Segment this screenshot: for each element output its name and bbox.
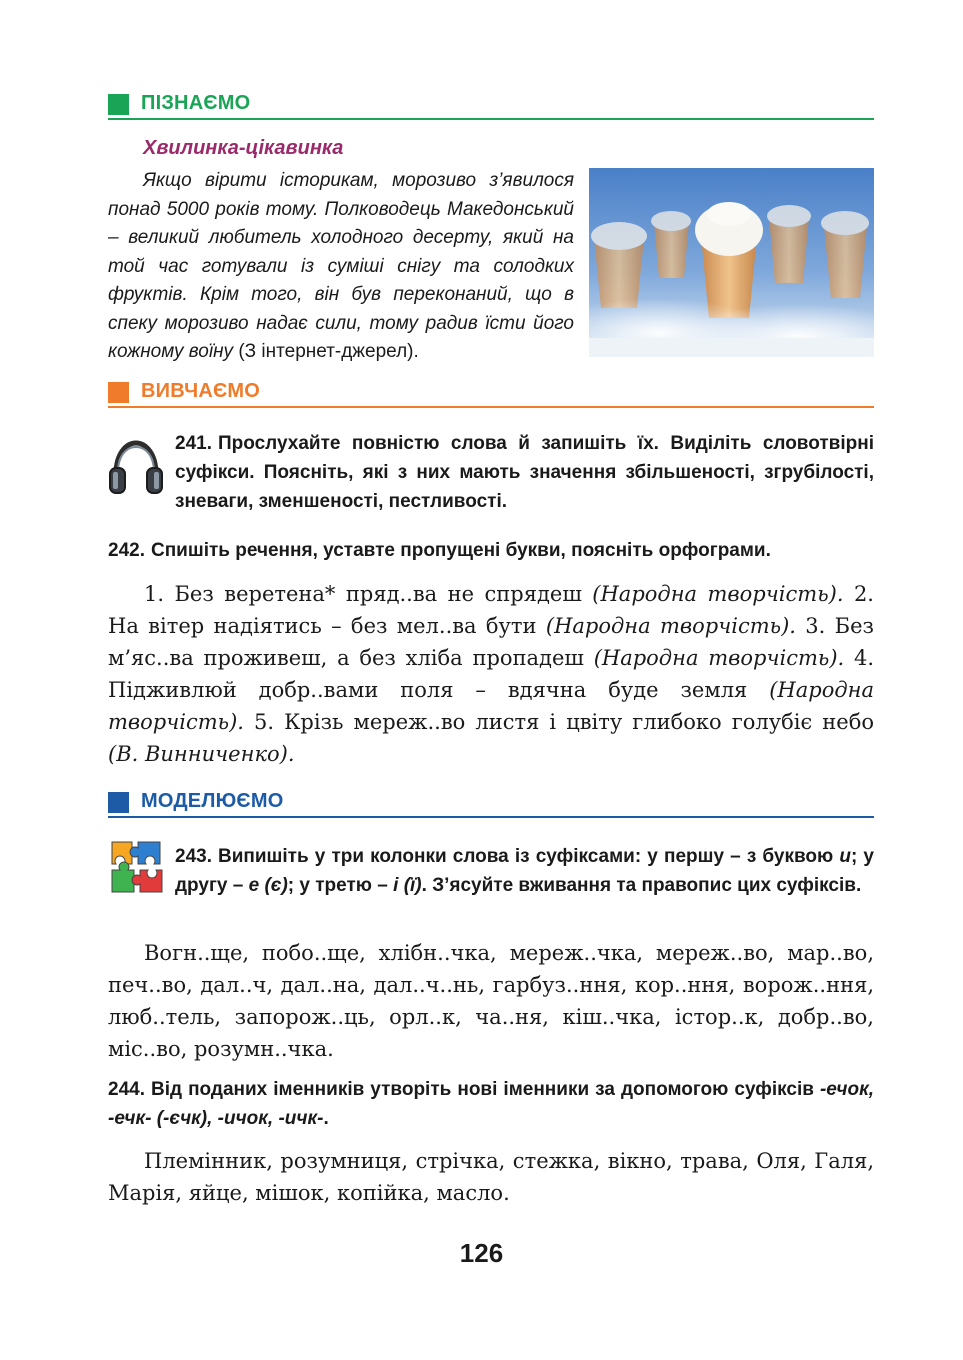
- section-rule: [108, 406, 874, 408]
- task-instruction: Прослухайте повністю слова й запишіть їх. Виділіть словотвірні суфікси. Поясніть, які з них мають значення збільшеності, згрубілості, зневаги, зменшеності, пестливості.: [175, 433, 874, 512]
- sentence: 3. Без м’яс..ва проживеш, а без хліба пропадеш: [108, 614, 874, 670]
- exercise-242-text: [108, 578, 874, 770]
- task-instruction: Спишіть речення, уставте пропущені букви, поясніть орфограми.: [150, 540, 771, 561]
- fact-text: Якщо вірити історикам, морозиво з’явилося понад 5000 років тому. Полководець Македонський – великий любитель холодного десерту, який на той час готували із суміші снігу та солодких фруктів. Крім того, він був переконаний, що в спеку морозиво надає сили, тому радив їсти його кожному воїну: [108, 170, 574, 362]
- sentence-source: (Народна творчість).: [593, 646, 845, 670]
- task-244: [108, 1075, 874, 1133]
- exercise-244-text: Племінник, розумниця, стрічка, стежка, вікно, трава, Оля, Галя, Марія, яйце, мішок, копійка, масло.: [108, 1149, 874, 1205]
- section-marker: [108, 94, 129, 115]
- task-number: 244.: [108, 1079, 145, 1100]
- page-number: 126: [459, 1238, 504, 1268]
- task-instruction: Від поданих іменників утворіть нові іменники за допомогою суфіксів: [150, 1079, 820, 1100]
- sentence: 2. На вітер надіятись – без мел..ва бути: [108, 582, 874, 638]
- task-number: 243.: [175, 846, 212, 867]
- headphones-icon: [108, 438, 164, 496]
- task-instruction: ; у другу –: [175, 846, 874, 896]
- sentence-source: (Народна творчість).: [592, 582, 844, 606]
- section-title: МОДЕЛЮЄМО: [141, 790, 284, 812]
- task-instruction: . З’ясуйте вживання та правопис цих суфіксів.: [421, 875, 862, 896]
- fact-paragraph: [108, 167, 574, 367]
- section-header-study: [108, 378, 874, 408]
- section-marker: [108, 382, 129, 403]
- task-instruction: Випишіть у три колонки слова із суфіксами: у першу – з буквою: [217, 846, 840, 867]
- sentence-source: (В. Винниченко).: [108, 742, 295, 766]
- sentence-source: (Народна творчість).: [108, 678, 874, 734]
- fact-title: Хвилинка-цікавинка: [143, 137, 344, 159]
- task-number: 241.: [175, 433, 212, 454]
- task-instruction: .: [323, 1108, 329, 1129]
- task-242: [108, 536, 874, 565]
- sentence: 1. Без веретена* пряд..ва не спрядеш: [144, 582, 593, 606]
- sentence-source: (Народна творчість).: [545, 614, 796, 638]
- task-number: 242.: [108, 540, 145, 561]
- task-241: [175, 429, 874, 516]
- sentence: 5. Крізь мереж..во листя і цвіту глибоко голубіє небо: [243, 710, 874, 734]
- task-243: [175, 842, 874, 900]
- fact-source: (З інтернет-джерел).: [238, 341, 419, 362]
- sentence: 4. Підживлюй добр..вами поля – вдячна буде земля: [108, 646, 874, 702]
- exercise-243-text: Вогн..ще, побо..ще, хлібн..чка, мереж..чка, мереж..во, мар..во, печ..во, дал..ч, дал..на, дал..ч..нь, гарбуз..ння, кор..ння, ворож..ння, люб..тель, запорож..ць, орл..к, ча..ня, кіш..чка, істор..к, добр..во, міс..во, розумн..чка.: [108, 941, 874, 1061]
- section-title: ВИВЧАЄМО: [141, 380, 261, 402]
- ice-cream-photo: [589, 168, 874, 357]
- suffix-list: -ечок, -ечк- (-єчк), -ичок, -ичк-: [108, 1079, 874, 1129]
- letter-example: и: [839, 846, 851, 867]
- section-title: ПІЗНАЄМО: [141, 92, 251, 114]
- section-rule: [108, 118, 874, 120]
- task-instruction: ; у третю –: [287, 875, 394, 896]
- section-header-learn: [108, 90, 874, 120]
- letter-example: е (є): [248, 875, 288, 896]
- section-header-model: [108, 788, 874, 818]
- puzzle-icon: [108, 838, 166, 896]
- section-marker: [108, 792, 129, 813]
- letter-example: і (ї): [393, 875, 422, 896]
- section-rule: [108, 816, 874, 818]
